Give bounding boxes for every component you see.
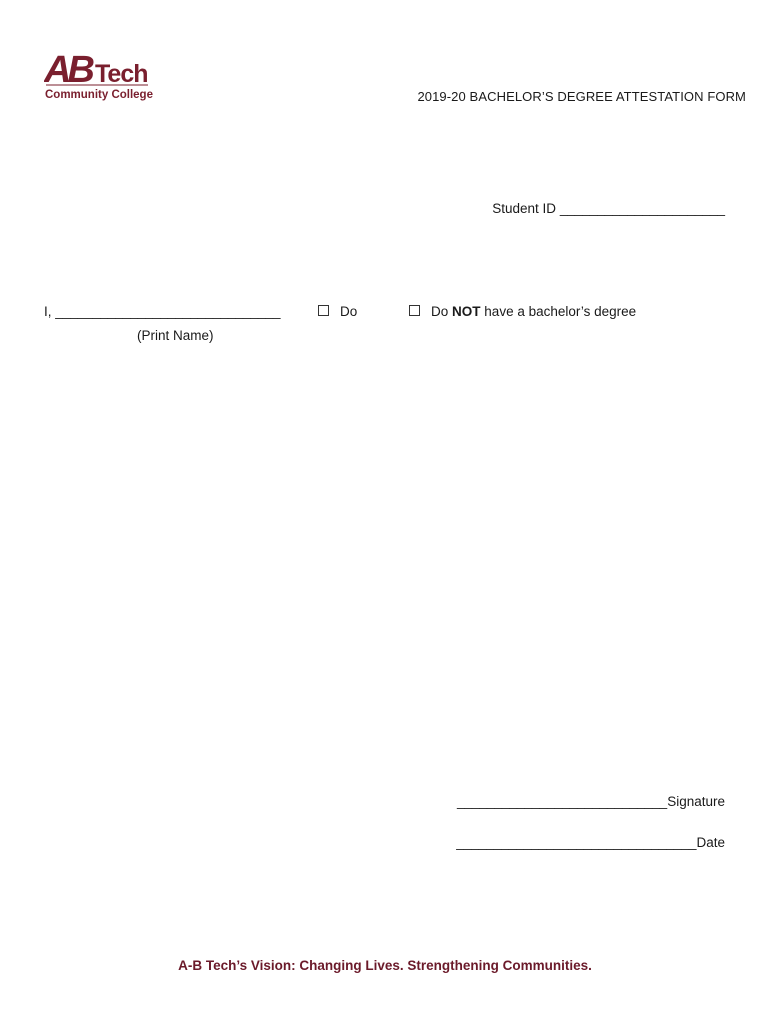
signature-field[interactable] bbox=[457, 794, 725, 809]
vision-statement: A-B Tech’s Vision: Changing Lives. Strengthening Communities. bbox=[178, 958, 592, 973]
student-id-blank: ______________________ bbox=[559, 201, 725, 216]
option-not-emphasis: NOT bbox=[452, 304, 481, 319]
student-id-field[interactable] bbox=[492, 201, 725, 216]
print-name-field[interactable] bbox=[44, 304, 281, 319]
checkbox-do-not[interactable] bbox=[409, 305, 420, 316]
logo-word: Tech bbox=[95, 60, 148, 88]
name-blank: ______________________________ bbox=[55, 304, 281, 319]
option-do-not[interactable] bbox=[409, 304, 636, 319]
checkbox-do[interactable] bbox=[318, 305, 329, 316]
option-not-prefix: Do bbox=[431, 304, 449, 319]
print-name-label: (Print Name) bbox=[137, 328, 214, 343]
logo-letters: AB bbox=[44, 49, 91, 91]
option-not-suffix: have a bachelor’s degree bbox=[484, 304, 637, 319]
date-field[interactable] bbox=[456, 835, 725, 850]
option-do[interactable] bbox=[318, 304, 357, 319]
option-do-label: Do bbox=[340, 304, 358, 319]
date-label: Date bbox=[696, 835, 725, 850]
logo-subtitle: Community College bbox=[45, 89, 153, 101]
date-blank: ________________________________ bbox=[456, 835, 697, 850]
ab-tech-logo-mark bbox=[44, 46, 154, 104]
signature-blank: ____________________________ bbox=[456, 794, 668, 809]
student-id-label: Student ID bbox=[492, 201, 557, 216]
form-title: 2019-20 BACHELOR’S DEGREE ATTESTATION FORM bbox=[417, 89, 746, 104]
name-prefix: I, bbox=[44, 304, 52, 319]
ab-tech-logo bbox=[44, 46, 154, 104]
signature-label: Signature bbox=[667, 794, 725, 809]
